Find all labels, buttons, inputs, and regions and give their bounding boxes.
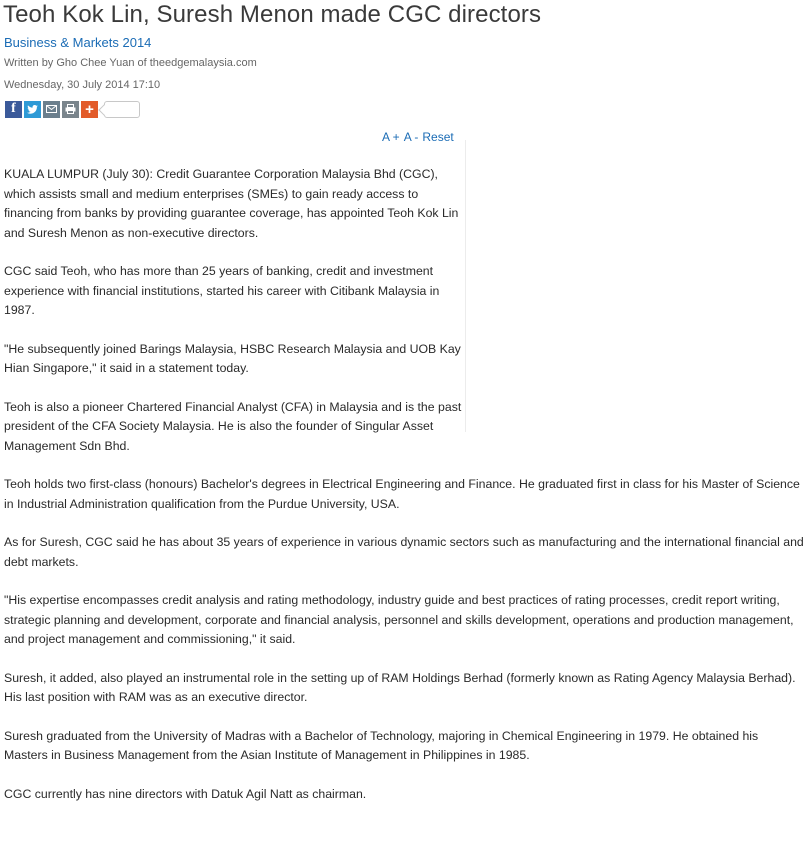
share-toolbar [5, 99, 140, 119]
article-paragraph: "He subsequently joined Barings Malaysia, HSBC Research Malaysia and UOB Kay Hian Singapore," it said in a statement today. [4, 341, 461, 375]
font-increase-button[interactable]: A + [382, 130, 400, 144]
email-icon[interactable] [43, 101, 60, 118]
publish-date: Wednesday, 30 July 2014 17:10 [4, 79, 161, 91]
font-decrease-button[interactable]: A - [403, 130, 419, 144]
article-paragraph: KUALA LUMPUR (July 30): Credit Guarantee Corporation Malaysia Bhd (CGC), which assists small and medium enterprises (SMEs) to gain ready access to financing from banks by providing guarantee coverage, has appointed Teoh Kok Lin and Suresh Menon as non-executive directors. [4, 167, 459, 240]
twitter-icon[interactable] [24, 101, 41, 118]
font-reset-button[interactable]: Reset [422, 130, 454, 144]
twitter-bird-glyph [27, 105, 38, 114]
share-count-bubble [104, 101, 140, 118]
article-paragraph: As for Suresh, CGC said he has about 35 years of experience in various dynamic sectors such as manufacturing and the international financial and debt markets. [4, 535, 804, 569]
print-icon[interactable] [62, 101, 79, 118]
font-size-controls [382, 130, 454, 145]
article-paragraph: Teoh holds two first-class (honours) Bachelor's degrees in Electrical Engineering and Finance. He graduated first in class for his Master of Science in Industrial Administration qualification from the Purdue University, USA. [4, 477, 800, 511]
article-paragraph: Suresh graduated from the University of Madras with a Bachelor of Technology, majoring in Chemical Engineering in 1979. He obtained his Masters in Business Management from the Asian Institute of Management in Philippines in 1985. [4, 728, 759, 762]
printer-glyph [65, 104, 76, 114]
envelope-glyph [46, 105, 57, 113]
article-paragraph: Suresh, it added, also played an instrumental role in the setting up of RAM Holdings Berhad (formerly known as Rating Agency Malaysia Berhad). His last position with RAM was as an executive director. [4, 670, 796, 704]
article-paragraph: "His expertise encompasses credit analysis and rating methodology, industry guide and best practices of rating processes, credit report writing, strategic planning and development, corporate and financial analysis, personnel and skills development, operations and production management, and project management and commissioning," it said. [4, 593, 794, 646]
article-body [4, 165, 804, 823]
facebook-icon[interactable]: f [5, 101, 22, 118]
byline: Written by Gho Chee Yuan of theedgemalaysia.com [4, 57, 257, 69]
plus-icon[interactable]: + [81, 101, 98, 118]
article-paragraph: Teoh is also a pioneer Chartered Financial Analyst (CFA) in Malaysia and is the past president of the CFA Society Malaysia. He is also the founder of Singular Asset Management Sdn Bhd. [4, 399, 462, 453]
article-paragraph: CGC currently has nine directors with Datuk Agil Natt as chairman. [4, 786, 367, 801]
article-paragraph: CGC said Teoh, who has more than 25 years of banking, credit and investment experience with financial institutions, started his career with Citibank Malaysia in 1987. [4, 264, 440, 317]
section-link[interactable]: Business & Markets 2014 [4, 35, 152, 50]
article-title: Teoh Kok Lin, Suresh Menon made CGC directors [3, 1, 542, 28]
